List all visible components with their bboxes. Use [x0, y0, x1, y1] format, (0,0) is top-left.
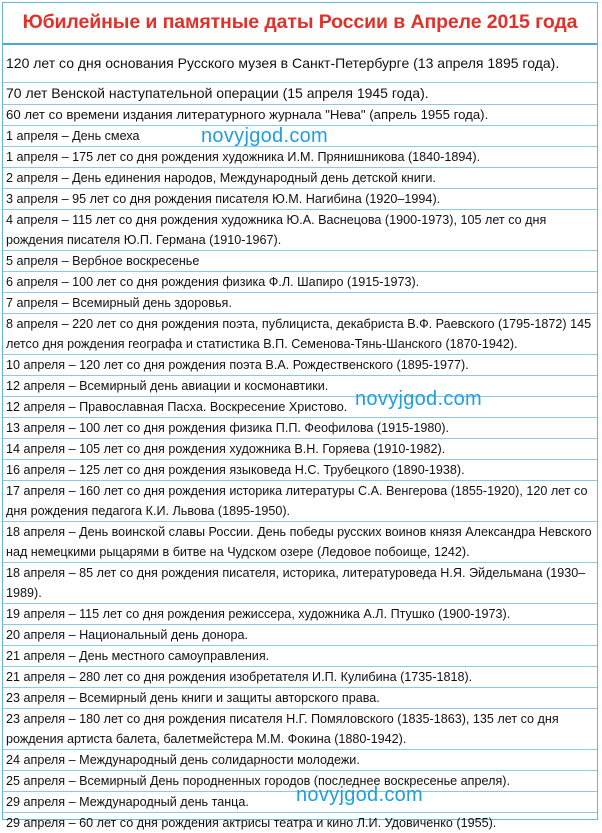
table-row: 70 лет Венской наступательной операции (15 апреля 1945 года). — [3, 83, 597, 105]
watermark: novyjgod.com — [296, 784, 423, 806]
watermark: novyjgod.com — [355, 388, 482, 410]
table-row: 21 апреля – 280 лет со дня рождения изобретателя И.П. Кулибина (1735-1818). — [3, 667, 597, 688]
table-row: 6 апреля – 100 лет со дня рождения физика Ф.Л. Шапиро (1915-1973). — [3, 272, 597, 293]
table-row: 23 апреля – Всемирный день книги и защиты авторского права. — [3, 688, 597, 709]
table-row: 24 апреля – Международный день солидарности молодежи. — [3, 750, 597, 771]
table-row: 18 апреля – День воинской славы России. День победы русских воинов князя Александра Невского над немецкими рыцарями в битве на Чудском озере (Ледовое побоище, 1242). — [3, 522, 597, 563]
table-row: 19 апреля – 115 лет со дня рождения режиссера, художника А.Л. Птушко (1900-1973). — [3, 604, 597, 625]
table-row: 2 апреля – День единения народов, Международный день детской книги. — [3, 168, 597, 189]
page-title: Юбилейные и памятные даты России в Апреле 2015 года — [3, 3, 597, 45]
table-row: 1 апреля – День смеха — [3, 126, 597, 147]
table-row: 120 лет со дня основания Русского музея в Санкт-Петербурге (13 апреля 1895 года). — [3, 45, 597, 83]
table-row: 14 апреля – 105 лет со дня рождения художника В.Н. Горяева (1910-1982). — [3, 439, 597, 460]
table-row: 17 апреля – 160 лет со дня рождения историка литературы С.А. Венгерова (1855-1920), 120 лет со дня рождения педагога К.И. Львова (1895-1950). — [3, 481, 597, 522]
table-row: 29 апреля – 60 лет со дня рождения актрисы театра и кино Л.И. Удовиченко (1955). — [6, 816, 497, 830]
table-row: 4 апреля – 115 лет со дня рождения художника Ю.А. Васнецова (1900-1973), 105 лет со дня рождения писателя Ю.П. Германа (1910-1967). — [3, 210, 597, 251]
table-row: 25 апреля – Всемирный День породненных городов (последнее воскресенье апреля). — [3, 771, 597, 792]
table-row: 10 апреля – 120 лет со дня рождения поэта В.А. Рождественского (1895-1977). — [3, 355, 597, 376]
dates-table — [3, 45, 597, 833]
table-row: 1 апреля – 175 лет со дня рождения художника И.М. Прянишникова (1840-1894). — [3, 147, 597, 168]
table-row: 60 лет со времени издания литературного журнала "Нева" (апрель 1955 года). — [3, 105, 597, 126]
table-row: 3 апреля – 95 лет со дня рождения писателя Ю.М. Нагибина (1920–1994). — [3, 189, 597, 210]
table-row: 13 апреля – 100 лет со дня рождения физика П.П. Феофилова (1915-1980). — [3, 418, 597, 439]
table-row: 5 апреля – Вербное воскресенье — [3, 251, 597, 272]
table-row: 18 апреля – 85 лет со дня рождения писателя, историка, литературоведа Н.Я. Эйдельмана (1930–1989). — [3, 563, 597, 604]
table-row: 8 апреля – 220 лет со дня рождения поэта, публициста, декабриста В.Ф. Раевского (1795-1872) 145 летсо дня рождения географа и статистика В.П. Семенова-Тянь-Шанского (1870-1942). — [3, 314, 597, 355]
table-row: 16 апреля – 125 лет со дня рождения языковеда Н.С. Трубецкого (1890-1938). — [3, 460, 597, 481]
watermark: novyjgod.com — [201, 125, 328, 147]
table-row: 29 апреля – Международный день танца. — [3, 792, 597, 813]
table-row: 20 апреля – Национальный день донора. — [3, 625, 597, 646]
table-row: 7 апреля – Всемирный день здоровья. — [3, 293, 597, 314]
table-row: 12 апреля – Православная Пасха. Воскресение Христово. — [3, 397, 597, 418]
table-row: 23 апреля – 180 лет со дня рождения писателя Н.Г. Помяловского (1835-1863), 135 лет со дня рождения артиста балета, балетмейстера М.М. Фокина (1880-1942). — [3, 709, 597, 750]
table-row: 12 апреля – Всемирный день авиации и космонавтики. — [3, 376, 597, 397]
table-row: 21 апреля – День местного самоуправления. — [3, 646, 597, 667]
